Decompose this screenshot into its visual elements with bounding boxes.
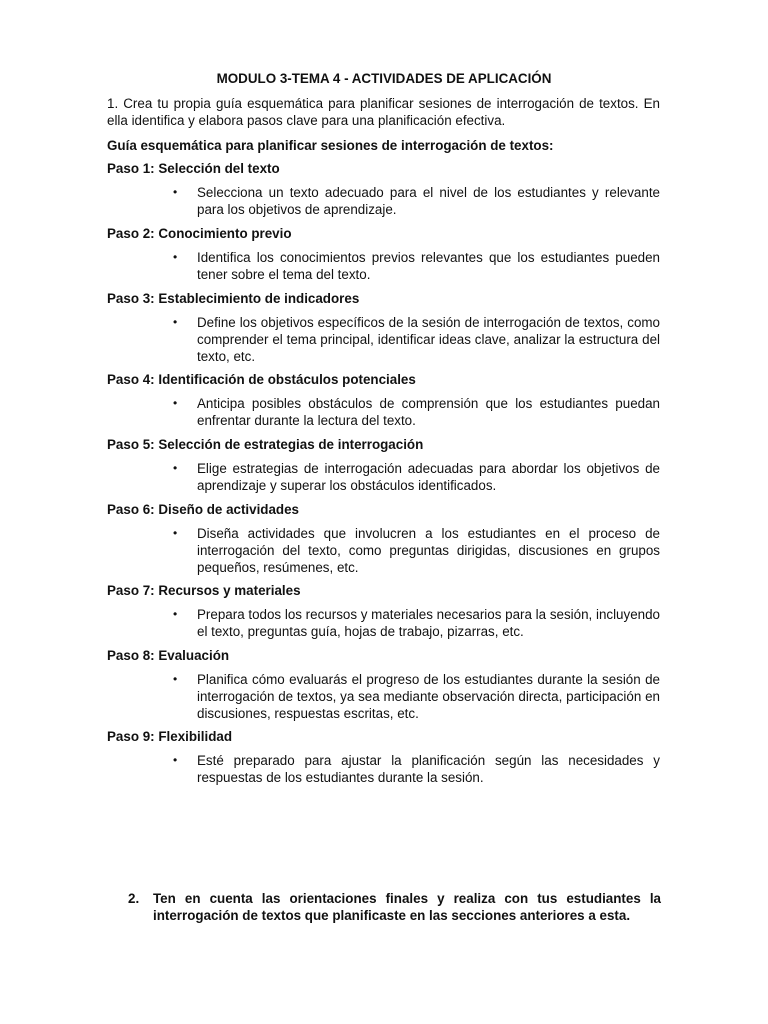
step-heading: Paso 1: Selección del texto xyxy=(107,161,280,176)
step-heading: Paso 4: Identificación de obstáculos potenciales xyxy=(107,372,416,387)
step-5 xyxy=(107,436,660,494)
step-6 xyxy=(107,501,660,576)
step-9 xyxy=(107,728,660,786)
step-heading: Paso 8: Evaluación xyxy=(107,648,230,663)
step-description: Prepara todos los recursos y materiales necesarios para la sesión, incluyendo el texto, preguntas guía, hojas de trabajo, pizarras, etc. xyxy=(197,607,660,639)
question-number: 2. xyxy=(128,891,140,906)
bullet-icon: • xyxy=(173,753,178,767)
list-item xyxy=(107,606,660,640)
step-7 xyxy=(107,582,660,640)
list-item xyxy=(107,671,660,722)
step-1 xyxy=(107,160,660,218)
question-text: Ten en cuenta las orientaciones finales y realiza con tus estudiantes la interrogación de textos que planificaste en las secciones anteriores a esta. xyxy=(153,891,661,923)
bullet-icon: • xyxy=(173,250,178,264)
step-description: Identifica los conocimientos previos relevantes que los estudiantes pueden tener sobre el tema del texto. xyxy=(197,250,660,282)
list-item xyxy=(107,752,660,786)
bullet-icon: • xyxy=(173,607,178,621)
step-4 xyxy=(107,371,660,429)
step-8 xyxy=(107,647,660,722)
bullet-icon: • xyxy=(173,672,178,686)
bullet-icon: • xyxy=(173,185,178,199)
step-heading: Paso 6: Diseño de actividades xyxy=(107,502,300,517)
list-item xyxy=(107,184,660,218)
bullet-icon: • xyxy=(173,526,178,540)
step-heading: Paso 3: Establecimiento de indicadores xyxy=(107,291,360,306)
bullet-icon: • xyxy=(173,396,178,410)
guide-title: Guía esquemática para planificar sesiones de interrogación de textos: xyxy=(107,138,554,153)
step-heading: Paso 5: Selección de estrategias de interrogación xyxy=(107,437,424,452)
step-heading: Paso 7: Recursos y materiales xyxy=(107,583,301,598)
step-description: Diseña actividades que involucren a los estudiantes en el proceso de interrogación del texto, como preguntas dirigidas, discusiones en grupos pequeños, resúmenes, etc. xyxy=(197,526,660,575)
step-description: Elige estrategias de interrogación adecuadas para abordar los objetivos de aprendizaje y superar los obstáculos identificados. xyxy=(197,461,660,493)
step-description: Esté preparado para ajustar la planificación según las necesidades y respuestas de los estudiantes durante la sesión. xyxy=(197,753,660,785)
page-title: MODULO 3-TEMA 4 - ACTIVIDADES DE APLICACIÓN xyxy=(216,71,552,86)
step-description: Selecciona un texto adecuado para el nivel de los estudiantes y relevante para los objetivos de aprendizaje. xyxy=(197,185,660,217)
step-3 xyxy=(107,290,660,365)
step-description: Define los objetivos específicos de la sesión de interrogación de textos, como comprender el tema principal, identificar ideas clave, analizar la estructura del texto, etc. xyxy=(197,315,660,364)
step-description: Planifica cómo evaluarás el progreso de los estudiantes durante la sesión de interrogación de textos, ya sea mediante observación directa, participación en discusiones, respuestas escritas, etc. xyxy=(197,672,660,721)
step-description: Anticipa posibles obstáculos de comprensión que los estudiantes puedan enfrentar durante la lectura del texto. xyxy=(197,396,660,428)
list-item xyxy=(107,395,660,429)
bullet-icon: • xyxy=(173,461,178,475)
list-item xyxy=(107,525,660,576)
question-2 xyxy=(128,890,661,924)
list-item xyxy=(107,460,660,494)
step-heading: Paso 9: Flexibilidad xyxy=(107,729,233,744)
step-2 xyxy=(107,225,660,283)
list-item xyxy=(107,249,660,283)
bullet-icon: • xyxy=(173,315,178,329)
list-item xyxy=(107,314,660,365)
step-heading: Paso 2: Conocimiento previo xyxy=(107,226,292,241)
intro-paragraph: 1. Crea tu propia guía esquemática para planificar sesiones de interrogación de textos. En ella identifica y elabora pasos clave para una planificación efectiva. xyxy=(107,96,660,128)
